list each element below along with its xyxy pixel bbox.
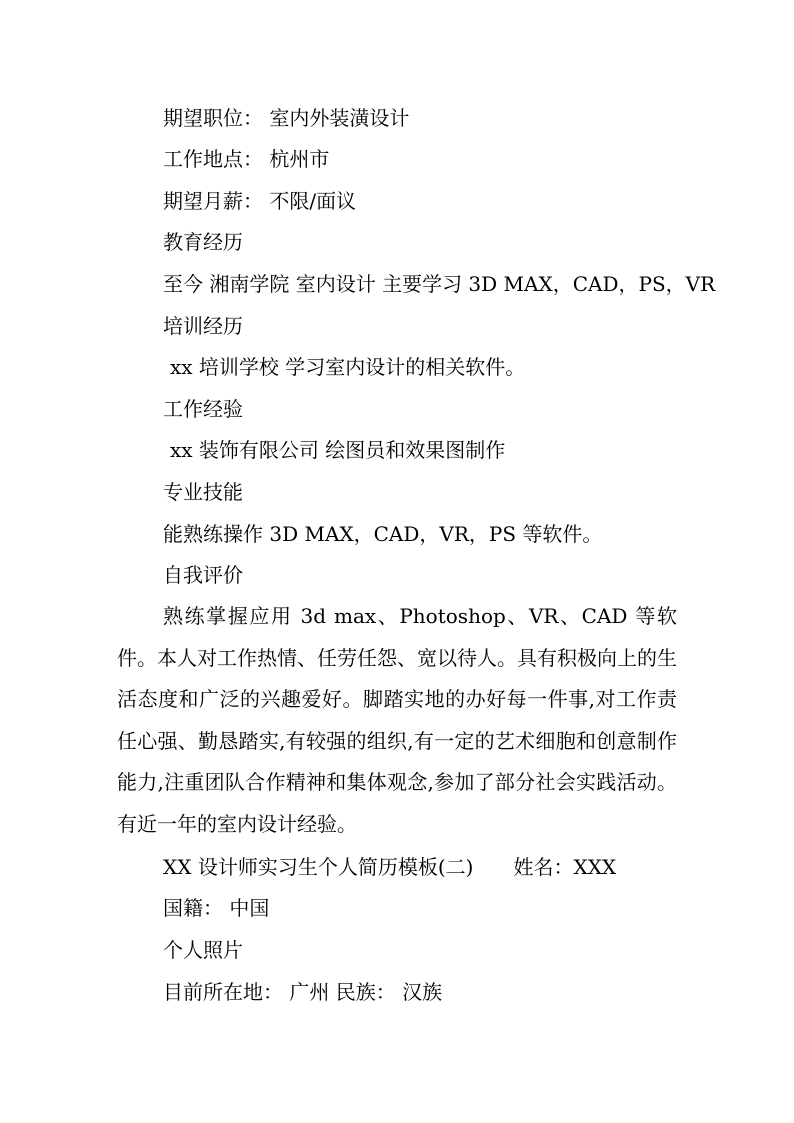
training-detail: xx 培训学校 学习室内设计的相关软件。 <box>170 355 526 379</box>
current-location-line: 目前所在地： 广州 民族： 汉族 <box>163 980 443 1004</box>
name-field: 姓名：XXX <box>513 855 617 879</box>
self-eval-heading: 自我评价 <box>163 563 243 587</box>
work-heading: 工作经验 <box>163 397 243 421</box>
work-detail: xx 装饰有限公司 绘图员和效果图制作 <box>170 438 506 462</box>
education-detail: 至今 湘南学院 室内设计 主要学习 3D MAX，CAD，PS，VR <box>163 272 716 296</box>
work-location-line: 工作地点： 杭州市 <box>163 147 330 171</box>
job-title-line: 期望职位： 室内外装潢设计 <box>163 106 410 130</box>
education-heading: 教育经历 <box>163 230 243 254</box>
template-title-line <box>163 855 616 879</box>
self-eval-paragraph: 熟练掌握应用 3d max、Photoshop、VR、CAD 等软件。本人对工作热情、任劳任怨、宽以待人。具有积极向上的生活态度和广泛的兴趣爱好。脚踏实地的办好每一件事,对工作责任心强、勤恳踏实,有较强的组织,有一定的艺术细胞和创意制作能力,注重团队合作精神和集体观念,参加了部分社会实践活动。 有近一年的室内设计经验。 <box>117 604 677 836</box>
training-heading: 培训经历 <box>163 314 243 338</box>
template-title: XX 设计师实习生个人简历模板(二) <box>163 855 474 879</box>
photo-line: 个人照片 <box>163 938 243 962</box>
skills-detail: 能熟练操作 3D MAX，CAD，VR，PS 等软件。 <box>163 522 603 546</box>
skills-heading: 专业技能 <box>163 480 243 504</box>
nationality-line: 国籍： 中国 <box>163 896 270 920</box>
salary-line: 期望月薪： 不限/面议 <box>163 189 357 213</box>
